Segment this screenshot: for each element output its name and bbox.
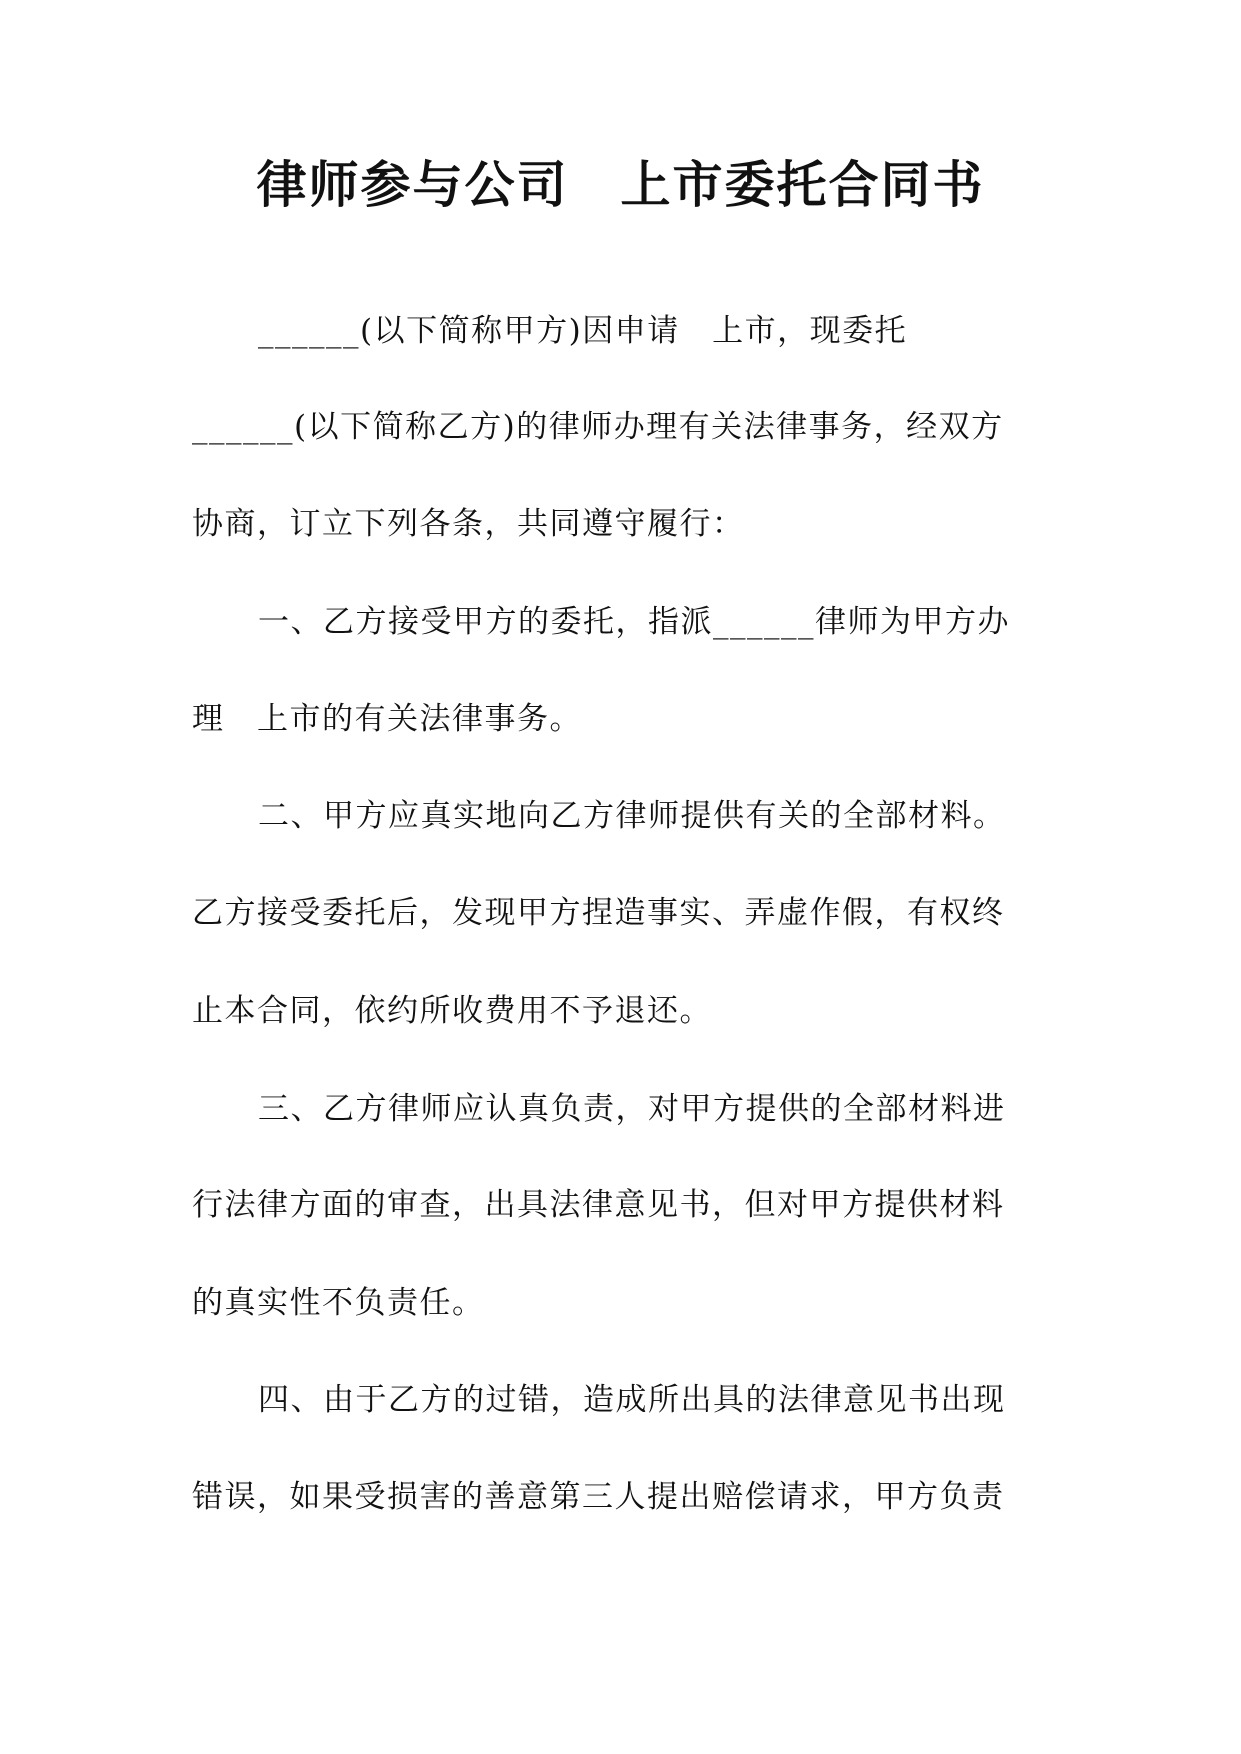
clause-3-line-3: 的真实性不负责任。 [192,1285,485,1321]
clause-3-line-2: 行法律方面的审查，出具法律意见书，但对甲方提供材料 [192,1187,1005,1223]
paragraph-intro-line-2: ______(以下简称乙方)的律师办理有关法律事务，经双方 [192,409,1004,445]
clause-2-line-1: 二、甲方应真实地向乙方律师提供有关的全部材料。 [258,798,1006,834]
paragraph-intro-line-1: ______(以下简称甲方)因申请 上市，现委托 [258,313,908,349]
clause-1-line-1: 一、乙方接受甲方的委托，指派______律师为甲方办 [258,604,1010,640]
clause-3-line-1: 三、乙方律师应认真负责，对甲方提供的全部材料进 [258,1091,1006,1127]
clause-2-line-3: 止本合同，依约所收费用不予退还。 [192,993,712,1029]
document-title: 律师参与公司 上市委托合同书 [256,156,985,214]
clause-2-line-2: 乙方接受委托后，发现甲方捏造事实、弄虚作假，有权终 [192,895,1005,931]
paragraph-intro-line-3: 协商，订立下列各条，共同遵守履行： [192,506,745,542]
clause-4-line-2: 错误，如果受损害的善意第三人提出赔偿请求，甲方负责 [192,1479,1005,1515]
clause-1-line-2: 理 上市的有关法律事务。 [192,701,582,737]
clause-4-line-1: 四、由于乙方的过错，造成所出具的法律意见书出现 [258,1382,1006,1418]
